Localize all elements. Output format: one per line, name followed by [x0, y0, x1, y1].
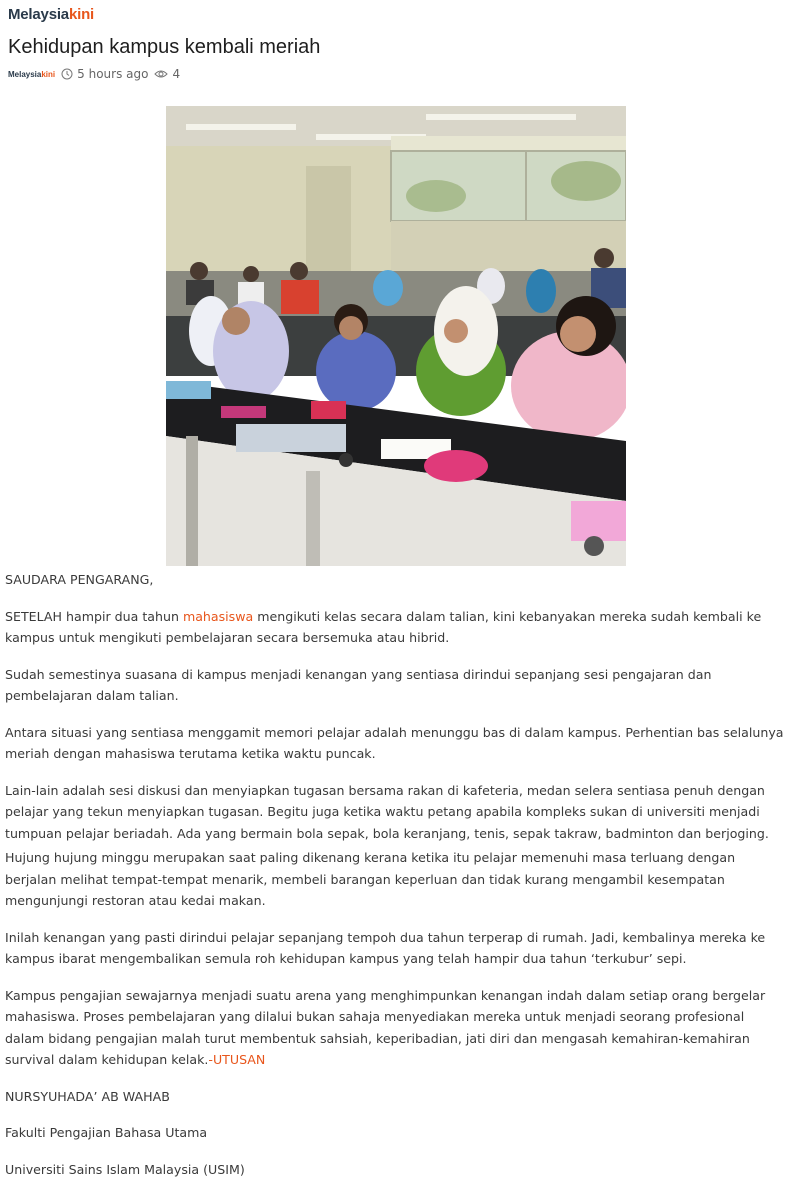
mahasiswa-link[interactable]: mahasiswa	[182, 608, 254, 624]
mini-logo-dark: Melaysia	[8, 69, 42, 79]
paragraph-1	[5, 606, 787, 649]
logo-text-dark: Melaysia	[8, 6, 69, 23]
paragraph-7	[5, 985, 787, 1071]
paragraph-4: Lain-lain adalah sesi diskusi dan menyiapkan tugasan bersama rakan di kafeteria, medan selera sentiasa penuh dengan pelajar yang tekun menyiapkan tugasan. Begitu juga ketika waktu petang apabila kompleks sukan di universiti menjadi tumpuan pelajar beriadah. Ada yang bermain bola sepak, bola keranjang, tenis, sepak takraw, badminton dan berjoging.	[5, 782, 769, 841]
paragraph-6: Inilah kenangan yang pasti dirindui pelajar sepanjang tempoh dua tahun terperap di rumah. Jadi, kembalinya mereka ke kampus ibarat mengembalikan semula roh kehidupan kampus yang telah hampir dua tahun ‘terkubur’ sepi.	[5, 929, 766, 966]
salutation: SAUDARA PENGARANG,	[5, 572, 154, 587]
paragraph-5: Hujung hujung minggu merupakan saat paling dikenang kerana ketika itu pelajar memenuhi masa terluang dengan berjalan melihat tempat-tempat menarik, membeli barangan keperluan dan tidak kurang mengambil kesempatan mengunjungi restoran atau kedai makan.	[5, 850, 736, 908]
article-photo	[166, 106, 626, 566]
article-body	[5, 569, 787, 1195]
source-link[interactable]: -UTUSAN	[208, 1052, 266, 1067]
paragraph-1-end: mengikuti kelas secara dalam talian, kini kebanyakan mereka sudah kembali ke kampus untuk mengikuti pembelajaran secara bersemuka atau hibrid.	[5, 608, 762, 645]
author-faculty: Fakulti Pengajian Bahasa Utama	[5, 1125, 208, 1140]
paragraph-1-start: SETELAH hampir dua tahun	[5, 608, 183, 624]
clock-icon	[61, 68, 73, 80]
post-time: 5 hours ago	[77, 67, 149, 81]
author-logo[interactable]	[8, 70, 55, 79]
view-count: 4	[172, 67, 181, 81]
mini-logo-accent: kini	[41, 69, 56, 79]
article-title: Kehidupan kampus kembali meriah	[8, 36, 321, 58]
paragraph-7-text: Kampus pengajian sewajarnya menjadi suatu arena yang menghimpunkan kenangan indah dalam setiap orang bergelar mahasiswa. Proses pembelajaran yang dilalui bukan sahaja menyediakan mereka untuk menjadi seorang profesional dalam bidang pengajian malah turut membentuk sahsiah, keperibadian, jati diri dan mengasah kemahiran-kemahiran survival dalam kehidupan kelak.	[5, 987, 766, 1067]
site-logo[interactable]	[8, 6, 94, 23]
eye-icon	[154, 68, 168, 80]
article-meta	[8, 67, 180, 81]
paragraph-3: Antara situasi yang sentiasa menggamit memori pelajar adalah menunggu bas di dalam kampus. Perhentian bas selalunya meriah dengan mahasiswa terutama ketika waktu puncak.	[5, 724, 784, 761]
author-name: NURSYUHADA’ AB WAHAB	[5, 1088, 170, 1104]
paragraph-2: Sudah semestinya suasana di kampus menjadi kenangan yang sentiasa dirindui sepanjang sesi pengajaran dan pembelajaran dalam talian.	[5, 666, 712, 703]
classroom-photo	[166, 106, 626, 566]
logo-text-accent: kini	[68, 6, 94, 23]
author-university: Universiti Sains Islam Malaysia (USIM)	[5, 1161, 245, 1177]
